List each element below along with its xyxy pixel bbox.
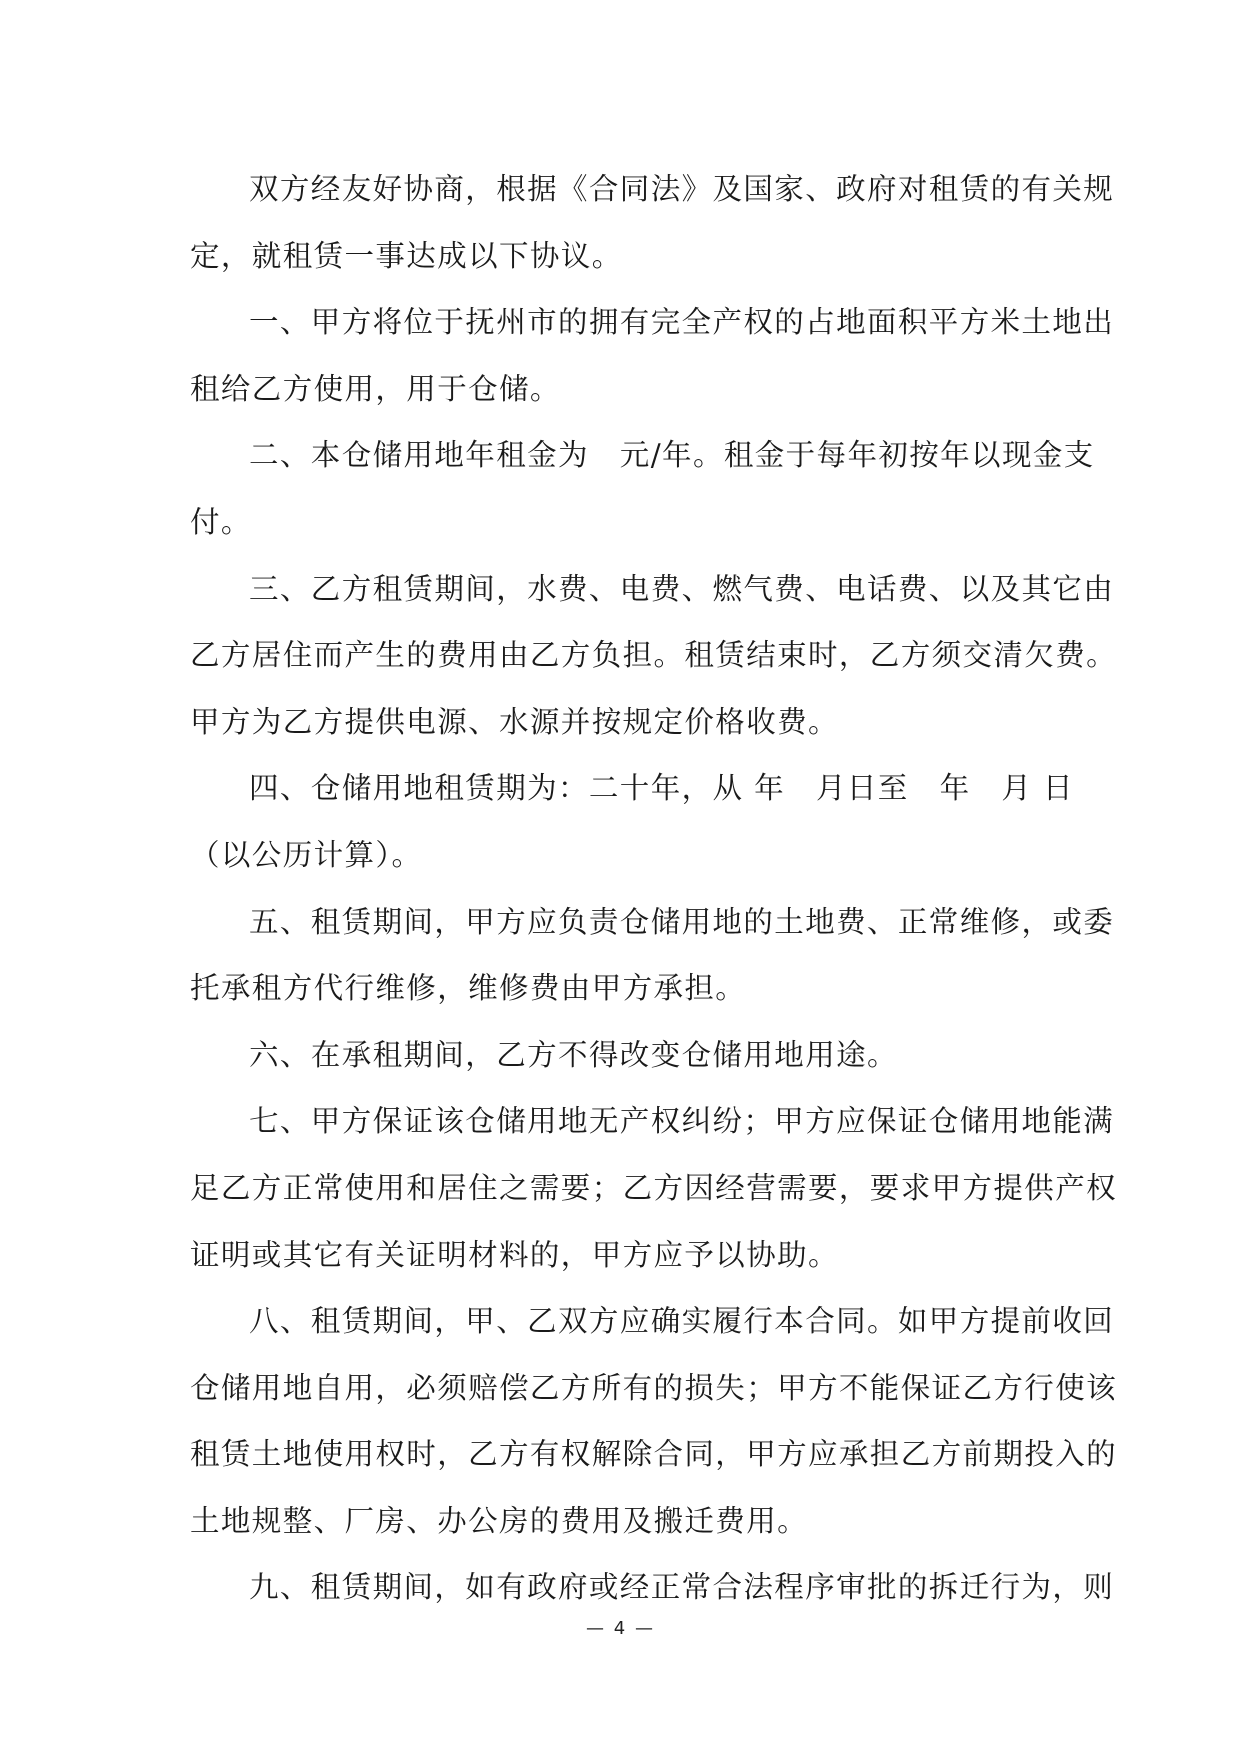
text-line: 乙方居住而产生的费用由乙方负担。租赁结束时，乙方须交清欠费。 <box>190 638 1118 673</box>
text-line: 七、甲方保证该仓储用地无产权纠纷；甲方应保证仓储用地能满 <box>249 1104 1115 1139</box>
clause-3 <box>190 556 1118 756</box>
clause-2 <box>190 422 1095 555</box>
text-line: 双方经友好协商，根据《合同法》及国家、政府对租赁的有关规 <box>249 172 1115 206</box>
text-line: 租给乙方使用，用于仓储。 <box>190 371 561 406</box>
clause-5 <box>190 889 1115 1022</box>
text-line: 定，就租赁一事达成以下协议。 <box>190 238 623 273</box>
text-line: 仓储用地自用，必须赔偿乙方所有的损失；甲方不能保证乙方行使该 <box>190 1370 1118 1405</box>
clause-9 <box>190 1554 1115 1621</box>
page-number: — 4 — <box>586 1618 655 1639</box>
clause-6 <box>190 1022 1052 1089</box>
clause-4 <box>190 755 1074 888</box>
text-line: 六、在承租期间，乙方不得改变仓储用地用途。 <box>249 1037 898 1072</box>
text-line: 五、租赁期间，甲方应负责仓储用地的土地费、正常维修，或委 <box>249 904 1115 939</box>
text-line: 一、甲方将位于抚州市的拥有完全产权的占地面积平方米土地出 <box>249 305 1115 340</box>
clause-1 <box>190 289 1115 422</box>
text-line: 土地规整、厂房、办公房的费用及搬迁费用。 <box>190 1503 809 1538</box>
text-line: 甲方为乙方提供电源、水源并按规定价格收费。 <box>190 704 839 739</box>
text-line: 托承租方代行维修，维修费由甲方承担。 <box>190 971 747 1006</box>
text-line: 四、仓储用地租赁期为：二十年，从 年 月日至 年 月 日 <box>249 771 1074 806</box>
text-line: 租赁土地使用权时，乙方有权解除合同，甲方应承担乙方前期投入的 <box>190 1437 1118 1472</box>
text-line: 八、租赁期间，甲、乙双方应确实履行本合同。如甲方提前收回 <box>249 1304 1115 1339</box>
text-line: （以公历计算）。 <box>190 837 423 872</box>
clause-7 <box>190 1088 1118 1288</box>
paragraph-intro <box>190 156 1115 289</box>
clause-8 <box>190 1288 1118 1554</box>
document-body <box>190 156 1118 1621</box>
text-line: 足乙方正常使用和居住之需要；乙方因经营需要，要求甲方提供产权 <box>190 1170 1118 1205</box>
text-line: 九、租赁期间，如有政府或经正常合法程序审批的拆迁行为，则 <box>249 1570 1115 1605</box>
text-line: 二、本仓储用地年租金为 元/年。租金于每年初按年以现金支 <box>249 438 1095 473</box>
text-line: 付。 <box>190 504 252 539</box>
text-line: 证明或其它有关证明材料的，甲方应予以协助。 <box>190 1237 839 1272</box>
text-line: 三、乙方租赁期间，水费、电费、燃气费、电话费、以及其它由 <box>249 571 1115 606</box>
